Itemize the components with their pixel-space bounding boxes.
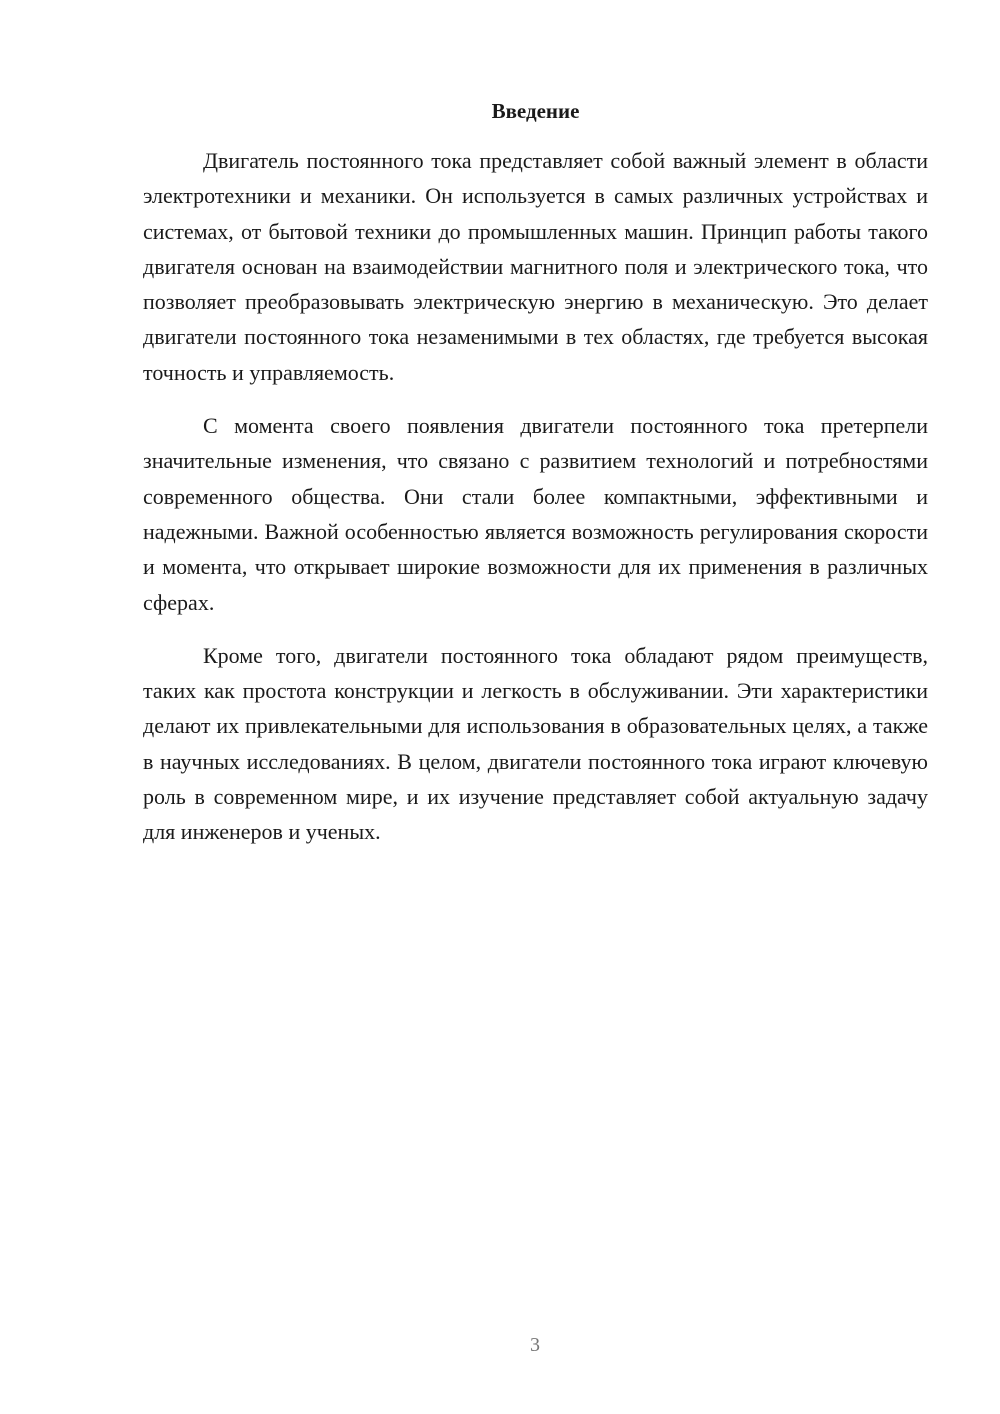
body-text	[143, 143, 928, 868]
paragraph-2: С момента своего появления двигатели постоянного тока претерпели значительные изменения, что связано с развитием технологий и потребностями современного общества. Они стали более компактными, эффективными и надежными. Важной особенностью является возможность регулирования скорости и момента, что открывает широкие возможности для их применения в различных сферах.	[143, 413, 928, 615]
paragraph-1: Двигатель постоянного тока представляет собой важный элемент в области электротехники и механики. Он используется в самых различных устройствах и системах, от бытовой техники до промышленных машин. Принцип работы такого двигателя основан на взаимодействии магнитного поля и электрического тока, что позволяет преобразовывать электрическую энергию в механическую. Это делает двигатели постоянного тока незаменимыми в тех областях, где требуется высокая точность и управляемость.	[143, 148, 928, 385]
page-number: 3	[530, 1334, 540, 1356]
page-title: Введение	[491, 99, 580, 123]
paragraph-3: Кроме того, двигатели постоянного тока обладают рядом преимуществ, таких как простота конструкции и легкость в обслуживании. Эти характеристики делают их привлекательными для использования в образовательных целях, а также в научных исследованиях. В целом, двигатели постоянного тока играют ключевую роль в современном мире, и их изучение представляет собой актуальную задачу для инженеров и ученых.	[143, 642, 928, 845]
